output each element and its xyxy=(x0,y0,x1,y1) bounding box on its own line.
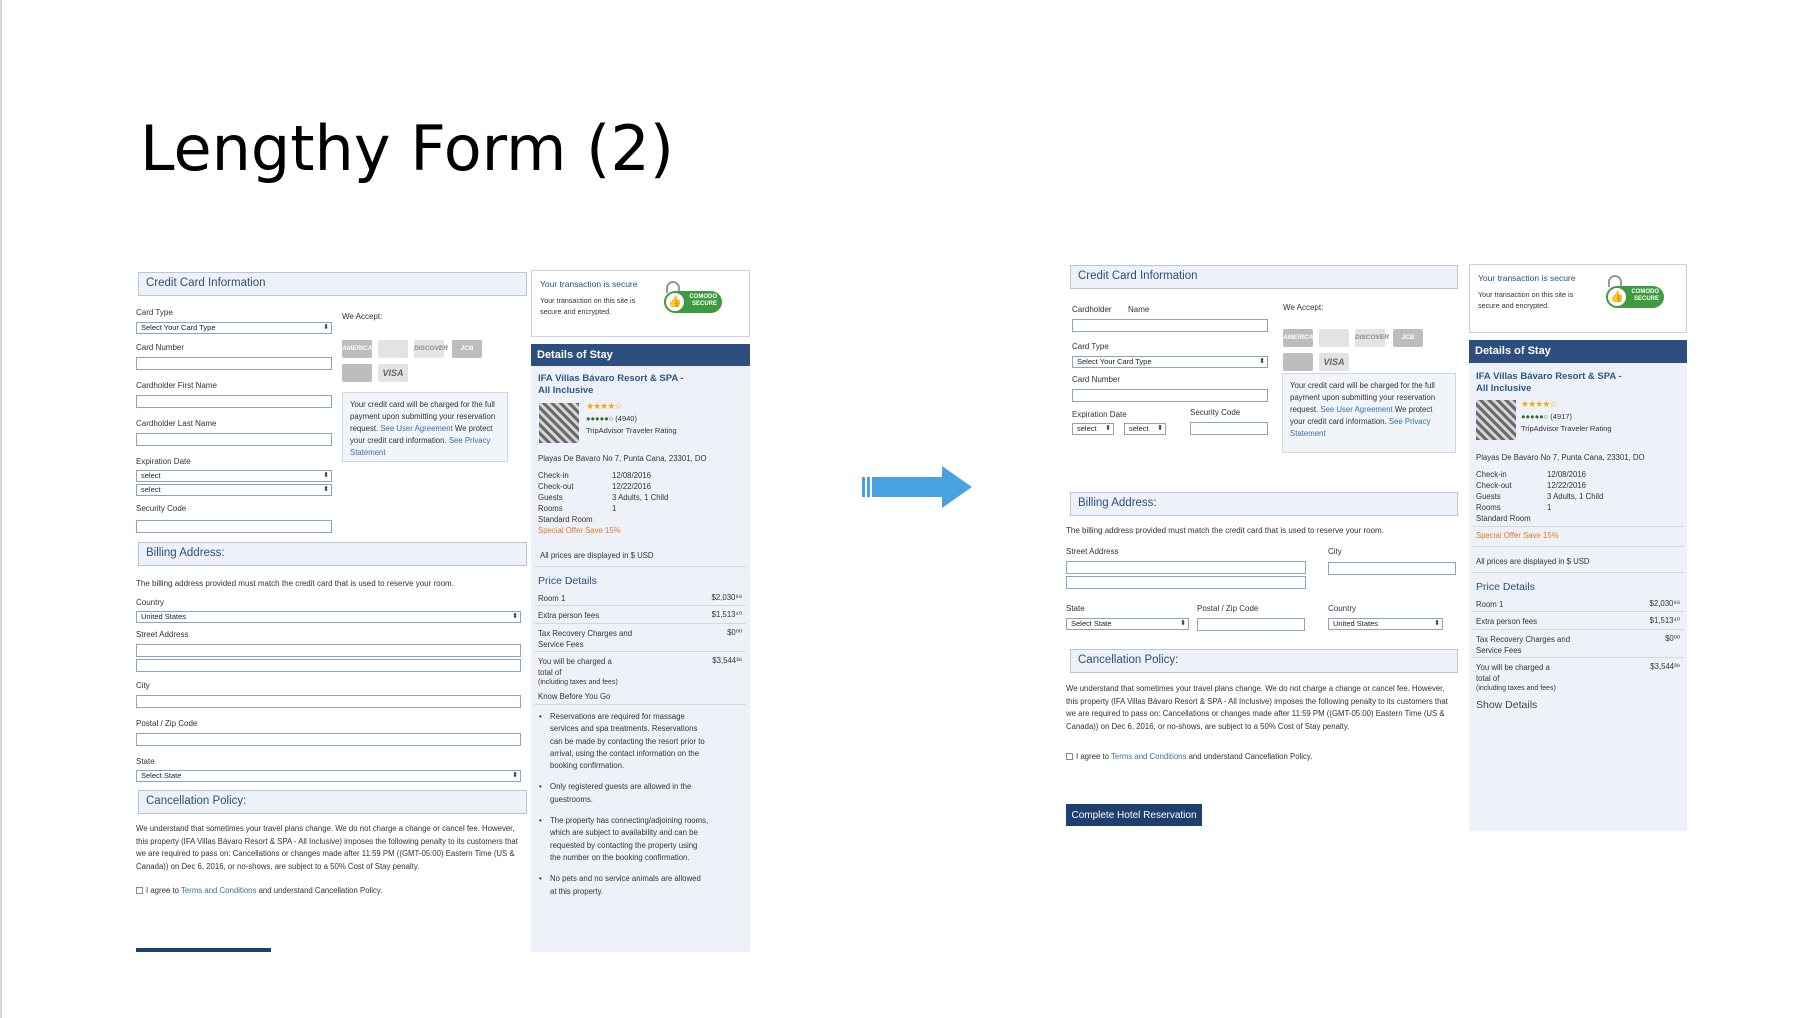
room-type: Standard Room xyxy=(538,515,593,524)
guests-label: Guests xyxy=(1476,492,1501,501)
credit-card-header: Credit Card Information xyxy=(138,272,527,296)
hotel-address: Playas De Bavaro No 7, Punta Cana, 23301, DO xyxy=(1476,453,1645,462)
secure-title: Your transaction is secure xyxy=(1478,273,1576,283)
exp-month-select[interactable]: select ⬍ xyxy=(1072,423,1114,435)
secure-box xyxy=(1469,264,1687,333)
diners-card-icon xyxy=(378,340,408,358)
tripadvisor-owl-icon: ●●●●●○ xyxy=(586,414,614,423)
tripadvisor-rating: ●●●●●○ (4917) xyxy=(1521,412,1572,421)
thumbs-up-icon: 👍 xyxy=(666,293,684,311)
know-before-list xyxy=(537,711,709,907)
last-name-input[interactable] xyxy=(136,433,332,446)
tax-value: $0⁰⁰ xyxy=(1665,634,1680,643)
security-code-label: Security Code xyxy=(1190,408,1241,417)
cancellation-header: Cancellation Policy: xyxy=(138,790,527,814)
extra-fees-value: $1,513⁴⁰ xyxy=(1649,616,1680,625)
cardholder-name-input[interactable] xyxy=(1072,319,1268,332)
hotel-thumbnail xyxy=(539,403,579,443)
special-offer: Special Offer Save 15% xyxy=(538,526,621,535)
state-label: State xyxy=(1066,604,1085,613)
stay-header: Details of Stay xyxy=(531,344,750,366)
state-select[interactable]: Select State ⬍ xyxy=(1066,618,1189,630)
checkout-value: 12/22/2016 xyxy=(1547,481,1587,490)
checkin-label: Check-in xyxy=(538,471,569,480)
country-select[interactable]: United States ⬍ xyxy=(136,611,521,623)
credit-card-header: Credit Card Information xyxy=(1070,265,1458,289)
city-input[interactable] xyxy=(136,695,521,708)
rooms-label: Rooms xyxy=(538,504,563,513)
agree-checkbox[interactable] xyxy=(1066,753,1073,760)
price-details-header: Price Details xyxy=(538,575,597,587)
tripadvisor-label: TripAdvisor Traveler Rating xyxy=(1521,424,1612,433)
state-select[interactable]: Select State ⬍ xyxy=(136,770,521,782)
right-arrow-icon xyxy=(862,466,972,508)
tripadvisor-owl-icon: ●●●●●○ xyxy=(1521,412,1549,421)
exp-month-select[interactable]: select ⬍ xyxy=(136,470,332,482)
accepted-cards xyxy=(342,340,492,385)
submit-button-cropped[interactable] xyxy=(136,948,271,952)
divider xyxy=(1472,546,1684,547)
special-offer: Special Offer Save 15% xyxy=(1476,531,1559,540)
extra-fees-value: $1,513⁴⁰ xyxy=(711,610,742,619)
hotel-name[interactable]: IFA Villas Bávaro Resort & SPA - All Inclusive xyxy=(1476,371,1622,394)
city-label: City xyxy=(1328,547,1342,556)
currency-note: All prices are displayed in $ USD xyxy=(540,551,654,560)
card-type-label: Card Type xyxy=(136,308,173,317)
room-price-label: Room 1 xyxy=(538,594,566,603)
billing-note: The billing address provided must match the credit card that is used to reserve your room. xyxy=(1066,526,1384,535)
street-label: Street Address xyxy=(1066,547,1119,556)
divider xyxy=(534,651,746,652)
guests-value: 3 Adults, 1 Child xyxy=(1547,492,1604,501)
total-note: (including taxes and fees) xyxy=(1476,685,1556,692)
security-code-label: Security Code xyxy=(136,504,187,513)
tax-value: $0⁰⁰ xyxy=(727,628,742,637)
divider xyxy=(1472,611,1684,612)
hotel-address: Playas De Bavaro No 7, Punta Cana, 23301, DO xyxy=(538,454,707,463)
privacy-statement-link[interactable]: See Privacy Statement xyxy=(1290,417,1431,438)
we-accept-label: We Accept: xyxy=(1283,303,1324,312)
street-input-2[interactable] xyxy=(136,659,521,672)
secure-title: Your transaction is secure xyxy=(540,279,638,289)
secure-text: Your transaction on this site is secure and encrypted. xyxy=(1478,290,1574,310)
slide-edge xyxy=(0,0,2,1018)
card-type-select[interactable]: Select Your Card Type ⬍ xyxy=(1072,356,1268,368)
checkin-label: Check-in xyxy=(1476,470,1507,479)
street-input-1[interactable] xyxy=(136,644,521,657)
cancellation-text: We understand that sometimes your travel plans change. We do not charge a change or cancel fee. However, this property (IFA Villas Bávaro Resort & SPA - All Inclusive) imposes the following penalty to its customers that we are required to pass on: Cancellations or changes made after 11:59 PM ((GMT-05:00) Eastern Time (US & Canada)) on Dec 6, 2016, or no-shows, are subject to a 50% Cost of Stay penalty. xyxy=(136,824,518,871)
divider xyxy=(534,605,746,606)
tax-label: Tax Recovery Charges and Service Fees xyxy=(1476,635,1571,655)
visa-card-icon: VISA xyxy=(378,364,408,382)
postal-label: Postal / Zip Code xyxy=(1197,604,1259,613)
user-agreement-link[interactable]: See User Agreement xyxy=(1320,405,1393,414)
terms-link[interactable]: Terms and Conditions xyxy=(180,886,257,895)
divider xyxy=(534,704,746,705)
currency-note: All prices are displayed in $ USD xyxy=(1476,557,1590,566)
first-name-label: Cardholder First Name xyxy=(136,381,217,390)
postal-label: Postal / Zip Code xyxy=(136,719,198,728)
room-price-value: $2,030⁹⁸ xyxy=(711,593,742,602)
divider xyxy=(1472,526,1684,527)
last-name-label: Cardholder Last Name xyxy=(136,419,217,428)
state-label: State xyxy=(136,757,155,766)
secure-text: Your transaction on this site is secure and encrypted. xyxy=(540,296,636,316)
agree-checkbox-row[interactable]: I agree to Terms and Conditions and understand Cancellation Policy. xyxy=(1066,752,1312,761)
jcb-card-icon: JCB xyxy=(452,340,482,358)
comodo-secure-badge: 👍 COMODO SECURE xyxy=(664,291,722,313)
total-note: (including taxes and fees) xyxy=(538,679,618,686)
discover-card-icon: DISCOVER xyxy=(414,340,444,358)
privacy-statement-link[interactable]: See Privacy Statement xyxy=(350,436,491,457)
street-input-2[interactable] xyxy=(1066,576,1306,589)
show-details-link[interactable]: Show Details xyxy=(1476,699,1538,711)
stay-header: Details of Stay xyxy=(1469,340,1687,363)
slide-title: Lengthy Form (2) xyxy=(140,112,674,185)
street-label: Street Address xyxy=(136,630,189,639)
card-type-select[interactable]: Select Your Card Type ⬍ xyxy=(136,322,332,334)
card-number-label: Card Number xyxy=(1072,375,1121,384)
guests-label: Guests xyxy=(538,493,563,502)
visa-card-icon: VISA xyxy=(1319,353,1349,371)
tripadvisor-rating: ●●●●●○ (4940) xyxy=(586,414,637,423)
total-value: $3,544³⁸ xyxy=(712,656,742,665)
extra-fees-label: Extra person fees xyxy=(1476,617,1538,626)
billing-header: Billing Address: xyxy=(138,542,527,566)
divider xyxy=(534,623,746,624)
country-label: Country xyxy=(1328,604,1357,613)
secure-box xyxy=(531,270,750,337)
checkout-label: Check-out xyxy=(538,482,574,491)
comodo-secure-badge: 👍 COMODO SECURE xyxy=(1606,286,1664,308)
divider xyxy=(534,566,746,567)
list-item: • Only registered guests are allowed in the guestrooms. xyxy=(537,781,709,806)
cancellation-header: Cancellation Policy: xyxy=(1070,649,1458,673)
billing-note: The billing address provided must match the credit card that is used to reserve your room. xyxy=(136,579,454,588)
list-item: • The property has connecting/adjoining rooms, which are subject to availability and can be requested by contacting the property using the number on the booking confirmation. xyxy=(537,815,709,864)
room-type: Standard Room xyxy=(1476,514,1531,523)
rooms-label: Rooms xyxy=(1476,503,1501,512)
star-rating-icon: ★★★★☆ xyxy=(586,401,622,411)
user-agreement-link[interactable]: See User Agreement xyxy=(380,424,453,433)
extra-fees-label: Extra person fees xyxy=(538,611,600,620)
card-number-label: Card Number xyxy=(136,343,185,352)
complete-reservation-button[interactable]: Complete Hotel Reservation xyxy=(1066,804,1202,826)
diners-card-icon xyxy=(1319,329,1349,347)
hotel-name[interactable]: IFA Villas Bávaro Resort & SPA - All Inclusive xyxy=(538,373,684,396)
billing-header: Billing Address: xyxy=(1070,492,1458,516)
checkout-value: 12/22/2016 xyxy=(612,482,652,491)
divider xyxy=(1472,629,1684,630)
rooms-value: 1 xyxy=(1547,503,1552,512)
room-price-label: Room 1 xyxy=(1476,600,1504,609)
divider xyxy=(1472,657,1684,658)
guests-value: 3 Adults, 1 Child xyxy=(612,493,669,502)
discover-card-icon: DISCOVER xyxy=(1355,329,1385,347)
tripadvisor-label: TripAdvisor Traveler Rating xyxy=(586,426,677,435)
card-number-input[interactable] xyxy=(136,357,332,370)
city-input[interactable] xyxy=(1328,562,1456,575)
card-number-input[interactable] xyxy=(1072,389,1268,402)
total-label: You will be charged a total of xyxy=(538,657,612,677)
expiration-label: Expiration Date xyxy=(1072,410,1127,419)
we-accept-label: We Accept: xyxy=(342,312,383,321)
mastercard-icon xyxy=(1283,353,1313,371)
cardholder-label: Cardholder xyxy=(1072,305,1112,314)
rooms-value: 1 xyxy=(612,504,617,513)
jcb-card-icon: JCB xyxy=(1393,329,1423,347)
first-name-input[interactable] xyxy=(136,395,332,408)
room-price-value: $2,030⁹⁸ xyxy=(1649,599,1680,608)
exp-year-select[interactable]: select ⬍ xyxy=(1124,423,1166,435)
total-value: $3,544³⁸ xyxy=(1650,662,1680,671)
charge-notice: Your credit card will be charged for the full payment upon submitting your reservation request. See User Agreement We protect your credit card information. See Privacy Statement xyxy=(1282,373,1456,453)
thumbs-up-icon: 👍 xyxy=(1608,288,1626,306)
charge-notice: Your credit card will be charged for the full payment upon submitting your reservation request. See User Agreement We protect your credit card information. See Privacy Statement xyxy=(342,392,508,462)
amex-card-icon: AMERICAN xyxy=(1283,329,1313,347)
security-code-input[interactable] xyxy=(1190,422,1268,435)
agree-checkbox-row[interactable]: I agree to Terms and Conditions and understand Cancellation Policy. xyxy=(136,886,382,895)
security-code-input[interactable] xyxy=(136,520,332,533)
total-label: You will be charged a total of xyxy=(1476,663,1550,683)
terms-link[interactable]: Terms and Conditions xyxy=(1110,752,1187,761)
mastercard-icon xyxy=(342,364,372,382)
card-type-label: Card Type xyxy=(1072,342,1109,351)
checkin-value: 12/08/2016 xyxy=(612,471,652,480)
after-form-screenshot xyxy=(1066,263,1689,831)
tax-label: Tax Recovery Charges and Service Fees xyxy=(538,629,633,649)
price-details-header: Price Details xyxy=(1476,581,1535,593)
street-input-1[interactable] xyxy=(1066,561,1306,574)
amex-card-icon: AMERICAN xyxy=(342,340,372,358)
list-item: • Reservations are required for massage services and spa treatments. Reservations can be made by contacting the resort prior to arrival, using the contact information on the booking confirmation. xyxy=(537,711,709,772)
divider xyxy=(1472,572,1684,573)
country-select[interactable]: United States ⬍ xyxy=(1328,618,1443,630)
postal-input[interactable] xyxy=(136,733,521,746)
postal-input[interactable] xyxy=(1197,618,1305,631)
list-item: • No pets and no service animals are allowed at this property. xyxy=(537,873,709,898)
exp-year-select[interactable]: select ⬍ xyxy=(136,484,332,496)
checkout-label: Check-out xyxy=(1476,481,1512,490)
city-label: City xyxy=(136,681,150,690)
star-rating-icon: ★★★★☆ xyxy=(1521,399,1557,409)
agree-checkbox[interactable] xyxy=(136,887,143,894)
accepted-cards xyxy=(1283,329,1433,374)
know-before-label: Know Before You Go xyxy=(538,692,611,701)
name-label: Name xyxy=(1128,305,1150,314)
hotel-thumbnail xyxy=(1476,400,1516,440)
cancellation-text: We understand that sometimes your travel plans change. We do not charge a change or cancel fee. However, this property (IFA Villas Bávaro Resort & SPA - All Inclusive) imposes the following penalty to its customers that we are required to pass on: Cancellations or changes made after 11:59 PM ((GMT-05:00) Eastern Time (US & Canada)) on Dec 6, 2016, or no-shows, are subject to a 50% Cost of Stay penalty. xyxy=(1066,684,1448,731)
country-label: Country xyxy=(136,598,165,607)
checkin-value: 12/08/2016 xyxy=(1547,470,1587,479)
expiration-label: Expiration Date xyxy=(136,457,191,466)
before-form-screenshot xyxy=(134,270,750,952)
